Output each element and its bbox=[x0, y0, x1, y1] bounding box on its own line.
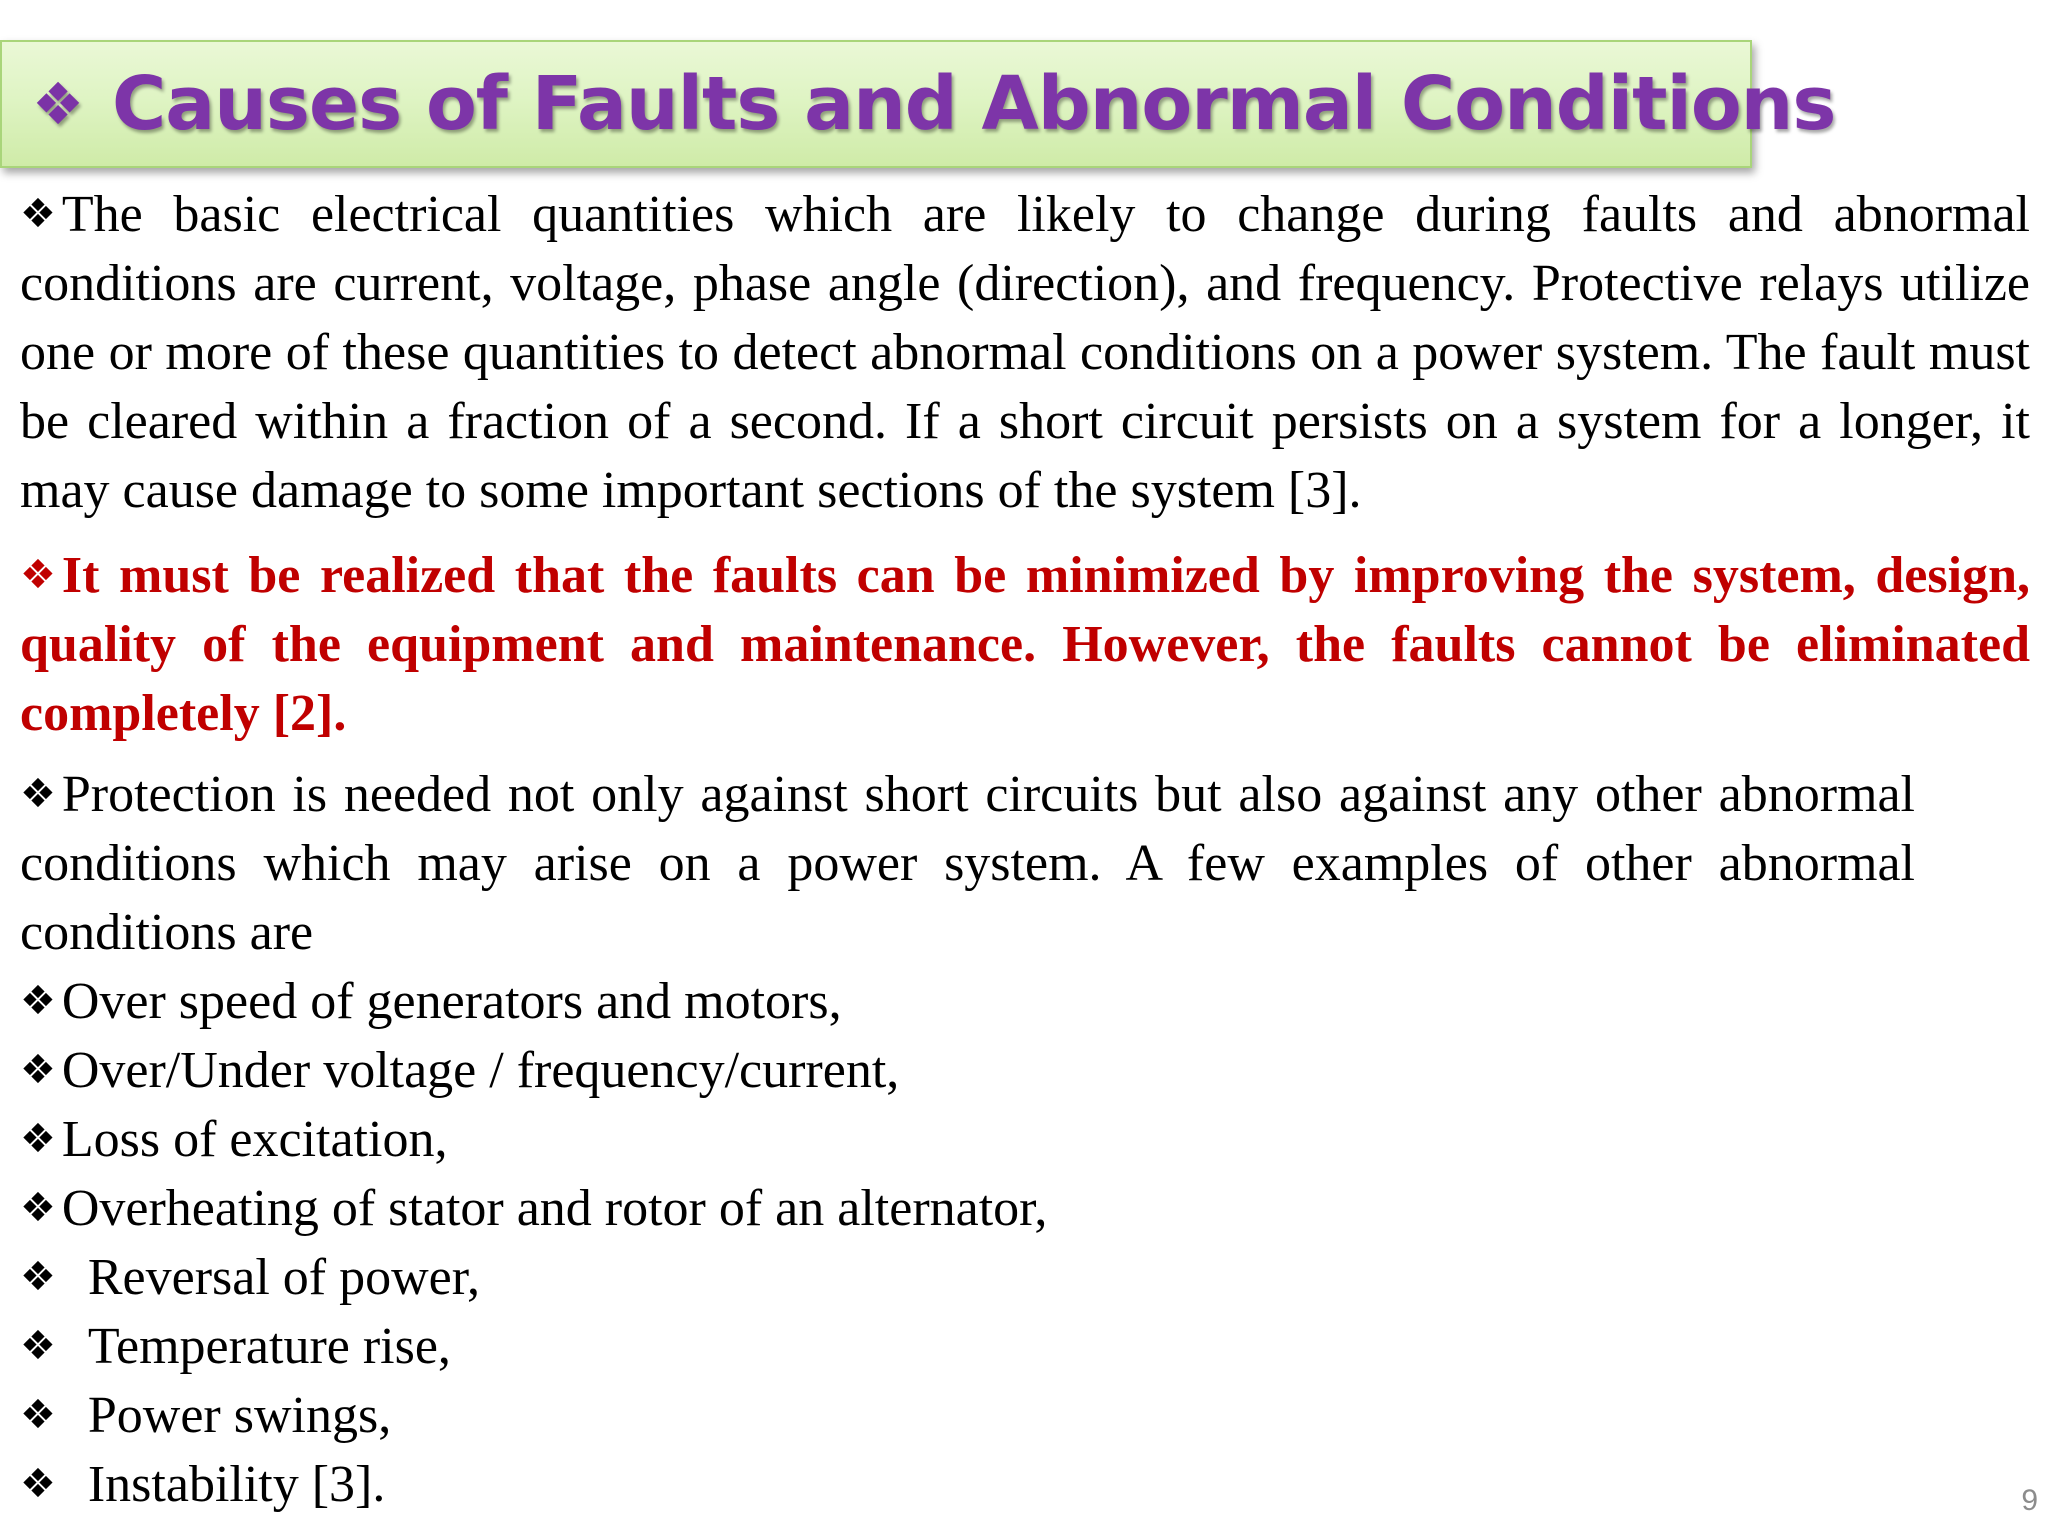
diamond-bullet-icon: ❖ bbox=[20, 1185, 56, 1231]
paragraph-text: It must be realized that the faults can be minimized by improving the system, design, quality of the equipment and maintenance. However, the faults cannot be eliminated completely [2]. bbox=[20, 547, 2030, 742]
list-item bbox=[20, 967, 2030, 1036]
diamond-bullet-icon: ❖ bbox=[20, 1047, 56, 1093]
list-item bbox=[20, 1381, 2030, 1450]
list-item bbox=[20, 1036, 2030, 1105]
paragraph-text: The basic electrical quantities which are likely to change during faults and abnormal conditions are current, voltage, phase angle (direction), and frequency. Protective relays utilize one or more of these quantities to detect abnormal conditions on a power system. The fault must be cleared within a fraction of a second. If a short circuit persists on a system for a longer, it may cause damage to some important sections of the system [3]. bbox=[20, 186, 2030, 519]
diamond-bullet-icon: ❖ bbox=[20, 1254, 56, 1300]
slide-body bbox=[20, 180, 2030, 1519]
paragraph bbox=[20, 760, 1915, 967]
list-item-text: Power swings, bbox=[87, 1387, 392, 1444]
diamond-bullet-icon: ❖ bbox=[20, 552, 56, 598]
list-item-text: Overheating of stator and rotor of an alternator, bbox=[61, 1180, 1048, 1237]
list-item-text: Temperature rise, bbox=[87, 1318, 451, 1375]
paragraph bbox=[20, 180, 2030, 525]
list-item-text: Reversal of power, bbox=[87, 1249, 480, 1306]
abnormal-conditions-list bbox=[20, 967, 2030, 1519]
list-item bbox=[20, 1243, 2030, 1312]
emphasis-paragraph bbox=[20, 541, 2030, 748]
diamond-bullet-icon: ❖ bbox=[20, 1116, 56, 1162]
list-item-text: Over/Under voltage / frequency/current, bbox=[61, 1042, 900, 1099]
diamond-bullet-icon: ❖ bbox=[32, 70, 84, 138]
diamond-bullet-icon: ❖ bbox=[20, 771, 56, 817]
list-item-text: Instability [3]. bbox=[87, 1456, 386, 1513]
list-item bbox=[20, 1105, 2030, 1174]
paragraph-text: Protection is needed not only against short circuits but also against any other abnormal conditions which may arise on a power system. A few examples of other abnormal conditions are bbox=[20, 766, 1915, 961]
diamond-bullet-icon: ❖ bbox=[20, 1461, 56, 1507]
list-item-text: Over speed of generators and motors, bbox=[61, 973, 842, 1030]
diamond-bullet-icon: ❖ bbox=[20, 1392, 56, 1438]
title-bar bbox=[0, 40, 1836, 168]
diamond-bullet-icon: ❖ bbox=[20, 978, 56, 1024]
diamond-bullet-icon: ❖ bbox=[20, 1323, 56, 1369]
page-number: 9 bbox=[2021, 1484, 2038, 1517]
slide-title: Causes of Faults and Abnormal Conditions bbox=[112, 61, 1836, 147]
list-item-text: Loss of excitation, bbox=[61, 1111, 448, 1168]
list-item bbox=[20, 1312, 2030, 1381]
list-item bbox=[20, 1174, 2030, 1243]
list-item bbox=[20, 1450, 2030, 1519]
diamond-bullet-icon: ❖ bbox=[20, 191, 56, 237]
